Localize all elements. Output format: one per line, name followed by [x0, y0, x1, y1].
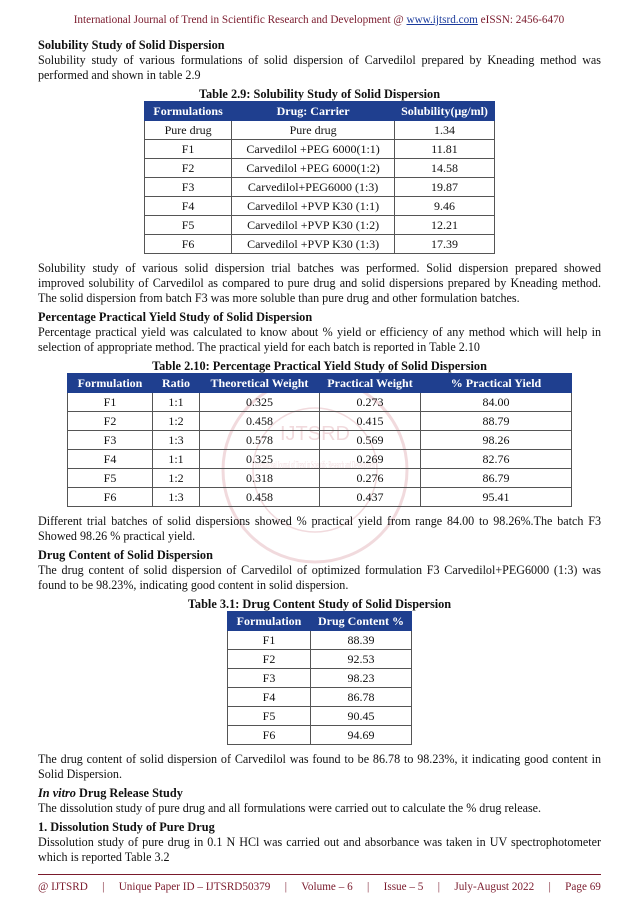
table-cell: 86.79 — [421, 469, 572, 488]
table-cell: 1:3 — [153, 488, 200, 507]
table-cell: 1:2 — [153, 412, 200, 431]
footer-issue: Issue – 5 — [383, 881, 424, 893]
table-cell: Pure drug — [145, 121, 232, 140]
table-cell: 0.276 — [320, 469, 421, 488]
column-header: Theoretical Weight — [200, 374, 320, 393]
watermark-center-text: IJTSRD — [280, 423, 350, 445]
paragraph-solubility-intro: Solubility study of various formulations of solid dispersion of Carvedilol prepared by Kneading method was performed and shown in table 2.9 — [38, 53, 601, 82]
table-cell: F6 — [68, 488, 153, 507]
table-cell: F1 — [228, 631, 311, 650]
table-row — [145, 140, 495, 159]
table-cell: 0.437 — [320, 488, 421, 507]
table-row — [228, 669, 412, 688]
table-cell: 95.41 — [421, 488, 572, 507]
table-row — [68, 469, 572, 488]
table-cell: Carvedilol +PVP K30 (1:2) — [232, 216, 395, 235]
column-header: Formulation — [228, 612, 311, 631]
table-cell: Carvedilol+PEG6000 (1:3) — [232, 178, 395, 197]
footer-divider — [38, 874, 601, 875]
table-row — [228, 688, 412, 707]
watermark-ring-text: International Journal of Trend in Scientific Research and Development — [255, 460, 376, 471]
paragraph-solubility-discussion: Solubility study of various solid dispersion trial batches was performed. Solid dispersion prepared showed improved solubility of Carvedilol as compared to pure drug and solid dispersions prepared by Kneading method. The solid dispersion from batch F3 was more soluble than pure drug and other formulation batches. — [38, 261, 601, 305]
table-drug-content — [227, 611, 412, 745]
table-cell: F1 — [68, 393, 153, 412]
column-header: Drug Content % — [311, 612, 412, 631]
paragraph-drug-content-discussion: The drug content of solid dispersion of Carvedilol was found to be 86.78 to 98.23%, it indicating good content in Solid Dispersion. — [38, 752, 601, 781]
table-cell: Carvedilol +PVP K30 (1:3) — [232, 235, 395, 254]
table-cell: Carvedilol +PVP K30 (1:1) — [232, 197, 395, 216]
footer-paper-id: Unique Paper ID – IJTSRD50379 — [118, 881, 271, 893]
table-row — [228, 631, 412, 650]
column-header: Ratio — [153, 374, 200, 393]
footer-page-number: Page 69 — [565, 881, 601, 893]
table-cell: 11.81 — [395, 140, 495, 159]
table-row — [68, 431, 572, 450]
footer-date: July-August 2022 — [454, 881, 535, 893]
table-cell: F3 — [228, 669, 311, 688]
table-cell: 17.39 — [395, 235, 495, 254]
column-header: Formulations — [145, 102, 232, 121]
table-cell: 0.318 — [200, 469, 320, 488]
table-cell: F6 — [228, 726, 311, 745]
table-cell: 0.458 — [200, 412, 320, 431]
table-cell: 0.273 — [320, 393, 421, 412]
column-header: Practical Weight — [320, 374, 421, 393]
running-header — [0, 14, 638, 26]
footer-journal: @ IJTSRD — [38, 881, 88, 893]
column-header: Drug: Carrier — [232, 102, 395, 121]
table-row — [228, 650, 412, 669]
heading-italic-part: In vitro — [38, 786, 76, 800]
table-cell: 98.26 — [421, 431, 572, 450]
table-cell: 19.87 — [395, 178, 495, 197]
table-cell: 9.46 — [395, 197, 495, 216]
table-cell: 86.78 — [311, 688, 412, 707]
page-footer: @ IJTSRD | Unique Paper ID – IJTSRD50379 | Volume – 6 | Issue – 5 | July-August 2022 | Page 69 — [38, 881, 601, 893]
table-cell: F6 — [145, 235, 232, 254]
section-heading-in-vitro — [38, 786, 601, 801]
table-row — [145, 216, 495, 235]
table-cell: 88.39 — [311, 631, 412, 650]
table-caption-2-10: Table 2.10: Percentage Practical Yield Study of Solid Dispersion — [152, 359, 487, 373]
header-issn: eISSN: 2456-6470 — [477, 14, 565, 26]
table-cell: 0.578 — [200, 431, 320, 450]
table-cell: 0.325 — [200, 450, 320, 469]
table-cell: 82.76 — [421, 450, 572, 469]
table-cell: 1:1 — [153, 393, 200, 412]
table-cell: 0.325 — [200, 393, 320, 412]
table-caption-3-1: Table 3.1: Drug Content Study of Solid Dispersion — [187, 597, 452, 611]
table-cell: F5 — [68, 469, 153, 488]
table-cell: 1:2 — [153, 469, 200, 488]
table-row — [145, 178, 495, 197]
table-row — [68, 393, 572, 412]
section-heading-drug-content: Drug Content of Solid Dispersion — [38, 548, 213, 562]
column-header: Formulation — [68, 374, 153, 393]
table-cell: 88.79 — [421, 412, 572, 431]
table-cell: F4 — [145, 197, 232, 216]
paragraph-yield-intro: Percentage practical yield was calculated to know about % yield or efficiency of any method which will help in selection of appropriate method. The practical yield for each batch is reported in Table 2.10 — [38, 325, 601, 354]
table-row — [68, 450, 572, 469]
column-header: % Practical Yield — [421, 374, 572, 393]
table-row — [68, 488, 572, 507]
table-row — [145, 121, 495, 140]
paragraph-yield-discussion: Different trial batches of solid dispersions showed % practical yield from range 84.00 to 98.26%.The batch F3 Showed 98.26 % practical yield. — [38, 514, 601, 543]
table-cell: 1.34 — [395, 121, 495, 140]
header-website-link[interactable]: www.ijtsrd.com — [406, 14, 478, 26]
table-cell: F5 — [145, 216, 232, 235]
table-cell: 98.23 — [311, 669, 412, 688]
table-cell: F4 — [228, 688, 311, 707]
section-heading-solubility: Solubility Study of Solid Dispersion — [38, 38, 225, 52]
table-cell: 0.458 — [200, 488, 320, 507]
table-row — [68, 412, 572, 431]
table-cell: F2 — [228, 650, 311, 669]
table-cell: F4 — [68, 450, 153, 469]
table-cell: F5 — [228, 707, 311, 726]
table-cell: Carvedilol +PEG 6000(1:1) — [232, 140, 395, 159]
table-cell: 84.00 — [421, 393, 572, 412]
table-cell: 12.21 — [395, 216, 495, 235]
paragraph-drug-content-intro: The drug content of solid dispersion of Carvedilol of optimized formulation F3 Carvedilol+PEG6000 (1:3) was found to be 98.23%, indicating good content in solid dispersion. — [38, 563, 601, 592]
table-caption-2-9: Table 2.9: Solubility Study of Solid Dispersion — [198, 87, 441, 101]
table-row — [228, 707, 412, 726]
table-cell: Carvedilol +PEG 6000(1:2) — [232, 159, 395, 178]
table-cell: Pure drug — [232, 121, 395, 140]
table-cell: 14.58 — [395, 159, 495, 178]
table-cell: F3 — [68, 431, 153, 450]
table-cell: 92.53 — [311, 650, 412, 669]
paragraph-in-vitro-intro: The dissolution study of pure drug and all formulations were carried out to calculate the % drug release. — [38, 801, 542, 815]
table-cell: 1:3 — [153, 431, 200, 450]
table-row — [145, 197, 495, 216]
table-row — [145, 235, 495, 254]
column-header: Solubility(μg/ml) — [395, 102, 495, 121]
footer-volume: Volume – 6 — [301, 881, 353, 893]
table-cell: 1:1 — [153, 450, 200, 469]
section-heading-dissolution: 1. Dissolution Study of Pure Drug — [38, 820, 215, 834]
page-body — [38, 38, 601, 869]
table-solubility — [144, 101, 495, 254]
table-cell: 90.45 — [311, 707, 412, 726]
table-cell: F2 — [145, 159, 232, 178]
header-journal-text: International Journal of Trend in Scientific Research and Development @ — [73, 14, 407, 26]
heading-rest-part: Drug Release Study — [75, 786, 183, 800]
table-cell: 0.569 — [320, 431, 421, 450]
table-practical-yield — [67, 373, 572, 507]
table-cell: 94.69 — [311, 726, 412, 745]
table-cell: F2 — [68, 412, 153, 431]
table-cell: 0.269 — [320, 450, 421, 469]
table-cell: 0.415 — [320, 412, 421, 431]
section-heading-practical-yield: Percentage Practical Yield Study of Solid Dispersion — [38, 310, 313, 324]
table-cell: F1 — [145, 140, 232, 159]
table-row — [145, 159, 495, 178]
table-row — [228, 726, 412, 745]
table-cell: F3 — [145, 178, 232, 197]
paragraph-dissolution-intro: Dissolution study of pure drug in 0.1 N HCl was carried out and absorbance was taken in UV spectrophotometer which is reported Table 3.2 — [38, 835, 601, 864]
